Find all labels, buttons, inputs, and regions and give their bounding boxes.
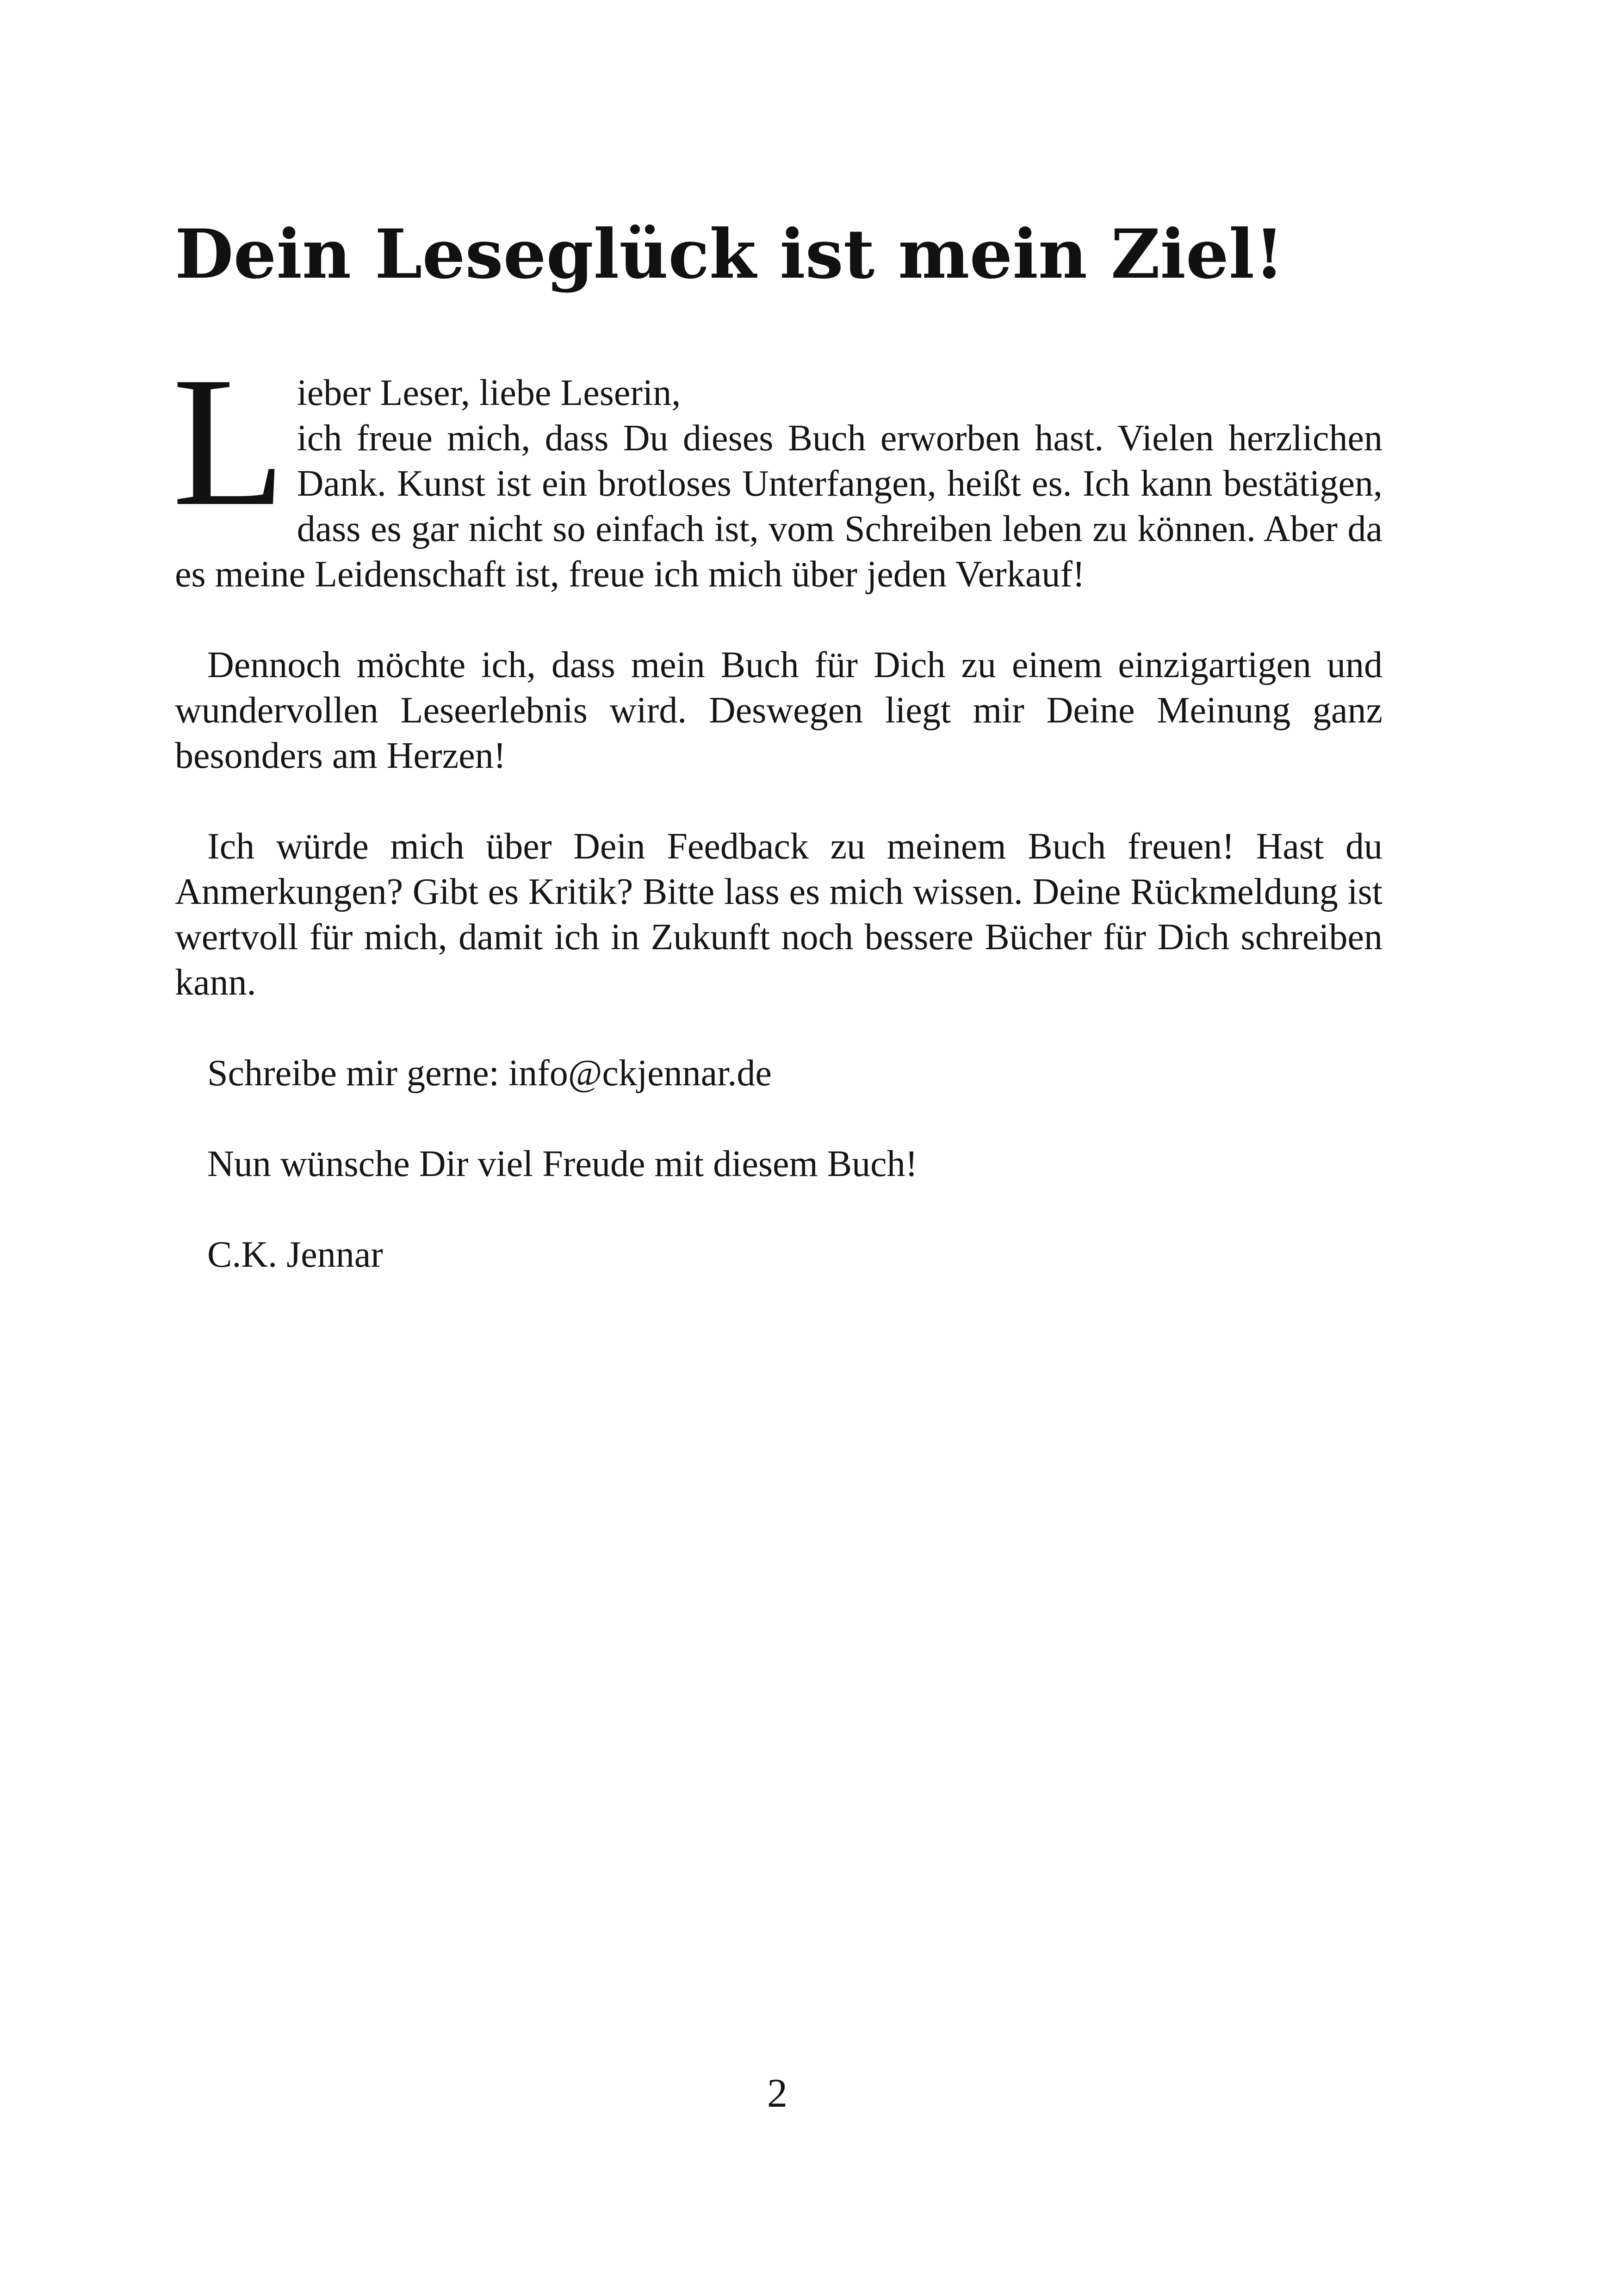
- closing-line: Nun wünsche Dir viel Freude mit diesem Buch!: [207, 1144, 918, 1184]
- paragraph-opinion: Dennoch möchte ich, dass mein Buch für Dich zu einem einzigartigen und wundervollen Leseerlebnis wird. Deswegen liegt mir Deine Meinung ganz besonders am Herzen!: [175, 645, 1382, 776]
- contact-line: Schreibe mir gerne: info@ckjennar.de: [207, 1053, 772, 1094]
- letter-body: [172, 338, 1382, 1323]
- signature: C.K. Jennar: [207, 1234, 383, 1275]
- paragraph-feedback: Ich würde mich über Dein Feedback zu meinem Buch freuen! Hast du Anmerkungen? Gibt es Kritik? Bitte lass es mich wissen. Deine Rückmeldung ist wertvoll für mich, damit ich in Zukunft noch bessere Bücher für Dich schreiben kann.: [175, 826, 1382, 1003]
- opening-paragraph: [172, 338, 1382, 597]
- drop-cap: L: [172, 338, 286, 544]
- greeting-line: ieber Leser, liebe Leserin,: [297, 373, 681, 413]
- page-number: 2: [767, 2071, 787, 2116]
- intro-text: ich freue mich, dass Du dieses Buch erworben hast. Vielen herzlichen Dank. Kunst ist ein brotloses Unterfangen, heißt es. Ich kann bestätigen, dass es gar nicht so einfach ist, vom Schreiben leben zu können. Aber da es meine Leidenschaft ist, freue ich mich über jeden Verkauf!: [175, 418, 1382, 595]
- page-title: Dein Leseglück ist mein Ziel!: [175, 215, 1284, 294]
